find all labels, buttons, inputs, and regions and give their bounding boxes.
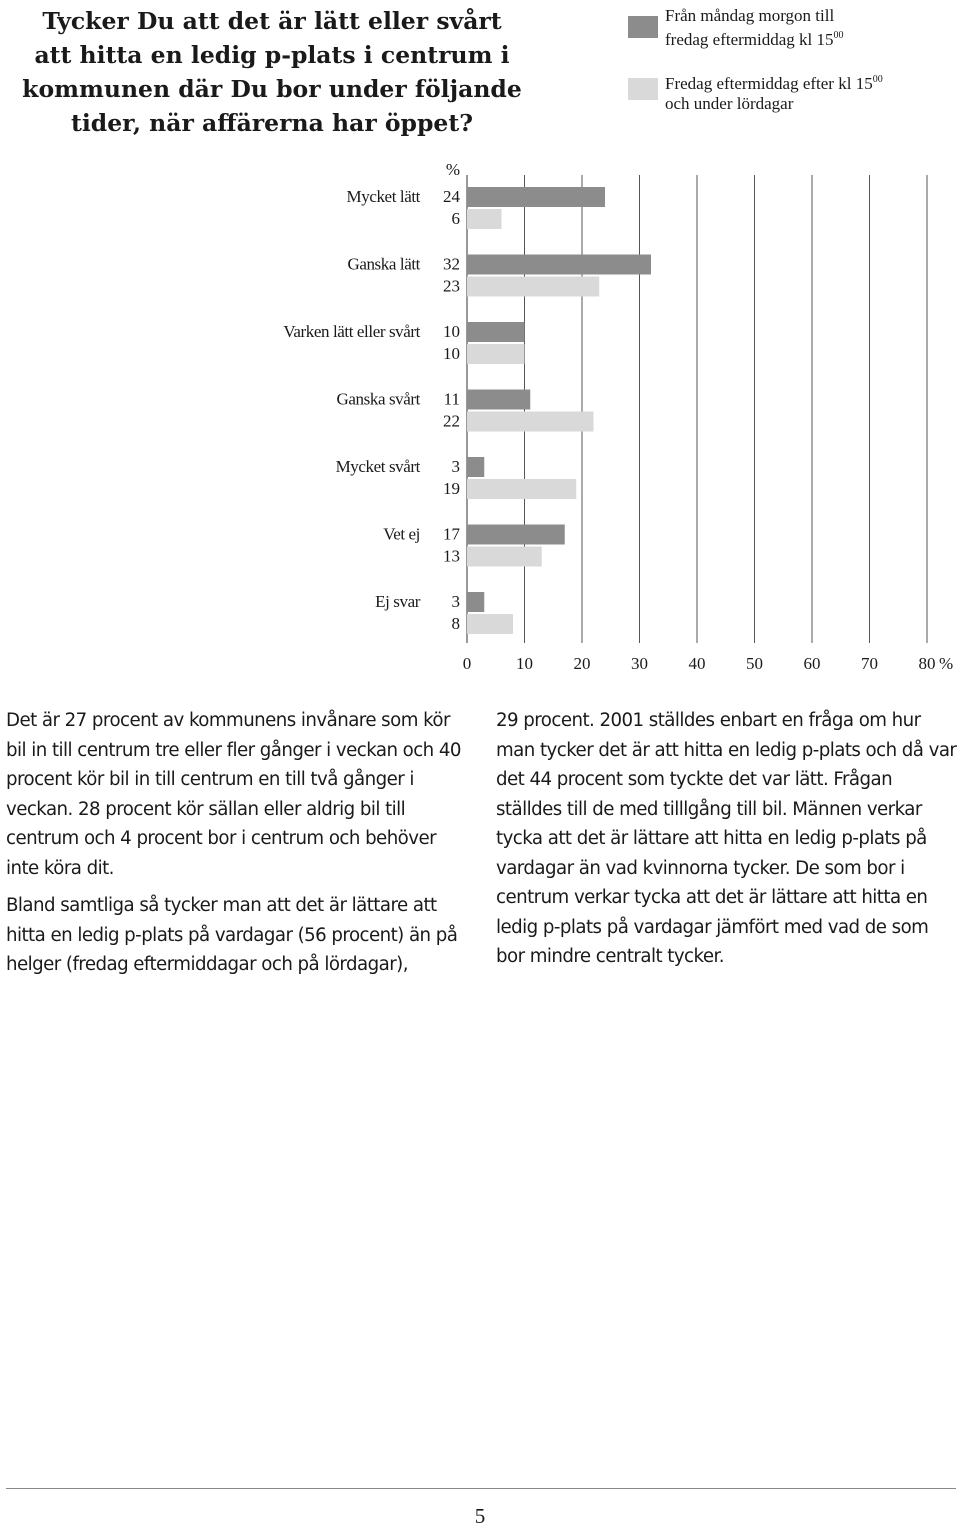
x-tick-label: 10 (516, 654, 533, 673)
x-tick-label: 50 (746, 654, 763, 673)
bar-weekend (467, 344, 525, 364)
bar-weekday (467, 322, 525, 342)
x-tick-label: 30 (631, 654, 648, 673)
category-label: Ganska lätt (347, 254, 420, 274)
value-label: 22 (443, 411, 460, 431)
bar-weekday (467, 187, 605, 207)
bar-weekend (467, 479, 576, 499)
value-label: 3 (451, 592, 460, 611)
value-label: 24 (443, 187, 460, 206)
bar-weekday (467, 390, 530, 410)
category-label: Ej svar (375, 592, 420, 611)
bar-chart (0, 150, 960, 680)
x-tick-label: 80 (918, 654, 936, 673)
category-label: Vet ej (383, 524, 420, 544)
question-title: Tycker Du att det är lätt eller svårt att hitta en ledig p-plats i centrum i kommunen där Du bor under följande tider, när affärerna har öppet? (22, 7, 522, 137)
category-label: Mycket lätt (346, 187, 420, 206)
category-label: Mycket svårt (335, 457, 420, 476)
value-label: 10 (443, 322, 460, 341)
value-label: 32 (443, 254, 460, 274)
category-label: Ganska svårt (336, 389, 420, 409)
value-label: 6 (451, 209, 460, 228)
x-tick-label: 20 (573, 654, 591, 673)
x-tick-label: 40 (688, 654, 706, 673)
bar-weekend (467, 614, 513, 634)
value-label: 10 (443, 344, 460, 363)
value-label: 23 (443, 276, 460, 296)
bar-weekday (467, 255, 651, 275)
body-paragraph: Det är 27 procent av kommunens invånare som kör bil in till centrum tre eller fler gånger i veckan och 40 procent kör bil in till centrum en till två gånger i veckan. 28 procent kör sällan eller aldrig bil till centrum och 4 procent bor i centrum och behöver inte köra dit. (6, 710, 461, 879)
legend-swatch-weekday (628, 16, 658, 38)
footer-divider (6, 1488, 956, 1489)
legend-label-weekend: Fredag eftermiddag efter kl $15^{00}$ och under lördagar (665, 74, 883, 113)
category-label: Varken lätt eller svårt (283, 322, 420, 341)
legend-swatch-weekend (628, 78, 658, 100)
bar-weekend (467, 412, 594, 432)
value-label: 8 (451, 614, 460, 633)
x-tick-label: 60 (803, 654, 821, 673)
value-label: 11 (443, 389, 460, 409)
x-tick-label: 70 (861, 654, 878, 673)
bar-weekend (467, 209, 502, 229)
bar-weekend (467, 277, 599, 297)
body-paragraph: Bland samtliga så tycker man att det är lättare att hitta en ledig p-plats på vardagar (56 procent) än på helger (fredag eftermiddagar och på lördagar), (6, 895, 458, 975)
body-paragraph: 29 procent. 2001 ställdes enbart en fråga om hur man tycker det är att hitta en ledig p-plats och då var det 44 procent som tyckte det var lätt. Frågan ställdes till de med tilllgång till bil. Männen verkar tycka att det är lättare att hitta en ledig p-plats på vardagar än vad kvinnorna tycker. De som bor i centrum verkar tycka att det är lättare att hitta en ledig p-plats på vardagar jämfört med vad de som bor mindre centralt tycker. (496, 710, 957, 967)
body-column-right (496, 706, 958, 980)
x-axis-unit: % (939, 654, 954, 673)
bar-weekday (467, 525, 565, 545)
legend-label-weekday: Från måndag morgon till fredag eftermiddag kl $15^{00}$ (665, 6, 844, 49)
value-label: 19 (443, 479, 460, 498)
bar-weekday (467, 457, 484, 477)
unit-label: % (445, 160, 460, 179)
value-label: 3 (451, 457, 460, 476)
value-label: 13 (443, 546, 460, 566)
x-tick-label: 0 (462, 654, 472, 673)
bar-weekend (467, 547, 542, 567)
bar-weekday (467, 592, 484, 612)
page-number: 5 (474, 1504, 486, 1528)
body-column-left (6, 706, 468, 988)
value-label: 17 (443, 524, 460, 544)
